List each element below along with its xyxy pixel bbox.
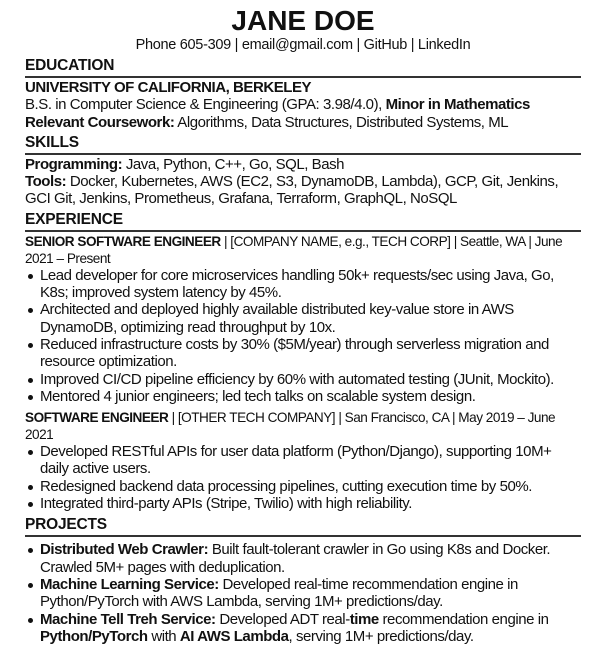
job-header [25,409,581,443]
resume-page [25,6,581,645]
project-name: Machine Learning Service: [40,575,219,593]
project-name: Machine Tell Treh Service: [40,610,216,628]
job-details: | [COMPANY NAME, e.g., TECH CORP] | Seattle, WA | June 2021 – Present [25,233,563,266]
project-text: with [147,627,180,645]
bullet-item: Architected and deployed highly available distributed key-value store in AWS DynamoDB, optimizing read throughput by 10x. [25,301,581,336]
project-text: Developed real-time recommendation engine in Python/PyTorch with AWS Lambda, serving 1M+ predictions/day. [40,575,518,611]
project-text: , serving 1M+ predictions/day. [288,627,474,645]
education-heading: EDUCATION [25,57,581,78]
job-header [25,233,581,267]
job-bullets [25,443,581,512]
job-bullets [25,267,581,405]
job-title: SENIOR SOFTWARE ENGINEER [25,233,221,249]
project-text: time [349,610,379,628]
skills-heading: SKILLS [25,134,581,155]
contact-line: Phone 605-309 | email@gmail.com | GitHub | LinkedIn [135,37,471,53]
bullet-item: Developed RESTful APIs for user data platform (Python/Django), supporting 10M+ daily active users. [25,443,581,478]
job-title: SOFTWARE ENGINEER [25,410,169,426]
project-text: Python/PyTorch [40,627,148,645]
project-list [25,541,581,645]
project-text: recommendation engine in [378,610,549,628]
project-item [25,611,581,645]
minor: Minor in Mathematics [385,96,530,114]
tools-skills: Docker, Kubernetes, AWS (EC2, S3, DynamoDB, Lambda), GCP, Git, Jenkins, GCI Git, Jenkins, Prometheus, Grafana, Terraform, GraphQL, NoSQL [25,173,559,208]
coursework-label: Relevant Coursework: [25,113,175,131]
degree-line [25,96,581,113]
experience-section [25,233,581,513]
degree: B.S. in Computer Science & Engineering (GPA: 3.98/4.0), [25,96,386,114]
tools-label: Tools: [25,173,67,191]
programming-skills: Java, Python, C++, Go, SQL, Bash [122,155,345,173]
project-text: AI AWS Lambda [179,627,289,645]
project-text: Built fault-tolerant crawler in Go using K8s and Docker. Crawled 5M+ pages with deduplication. [40,541,551,576]
project-text: Developed ADT real- [215,610,350,628]
tools-line [25,173,581,208]
project-name: Distributed Web Crawler: [40,541,209,559]
bullet-item: Improved CI/CD pipeline efficiency by 60% with automated testing (JUnit, Mockito). [25,371,581,388]
project-item [25,541,581,576]
bullet-item: Redesigned backend data processing pipelines, cutting execution time by 50%. [25,478,581,495]
coursework: Algorithms, Data Structures, Distributed Systems, ML [174,113,509,131]
school-name: UNIVERSITY OF CALIFORNIA, BERKELEY [25,79,312,96]
job-details: | [OTHER TECH COMPANY] | San Francisco, CA | May 2019 – June 2021 [25,410,556,443]
coursework-line [25,114,581,131]
candidate-name: JANE DOE [231,5,375,36]
bullet-item: Mentored 4 junior engineers; led tech talks on scalable system design. [25,388,581,405]
bullet-item: Lead developer for core microservices handling 50k+ requests/sec using Java, Go, K8s; improved system latency by 45%. [25,267,581,302]
experience-heading: EXPERIENCE [25,211,581,232]
projects-heading: PROJECTS [25,516,581,537]
skills-section [25,156,581,208]
bullet-item: Integrated third-party APIs (Stripe, Twilio) with high reliability. [25,495,581,512]
project-item [25,576,581,611]
education-section [25,79,581,131]
programming-line [25,156,581,173]
programming-label: Programming: [25,155,123,173]
bullet-item: Reduced infrastructure costs by 30% ($5M/year) through serverless migration and resource optimization. [25,336,581,371]
